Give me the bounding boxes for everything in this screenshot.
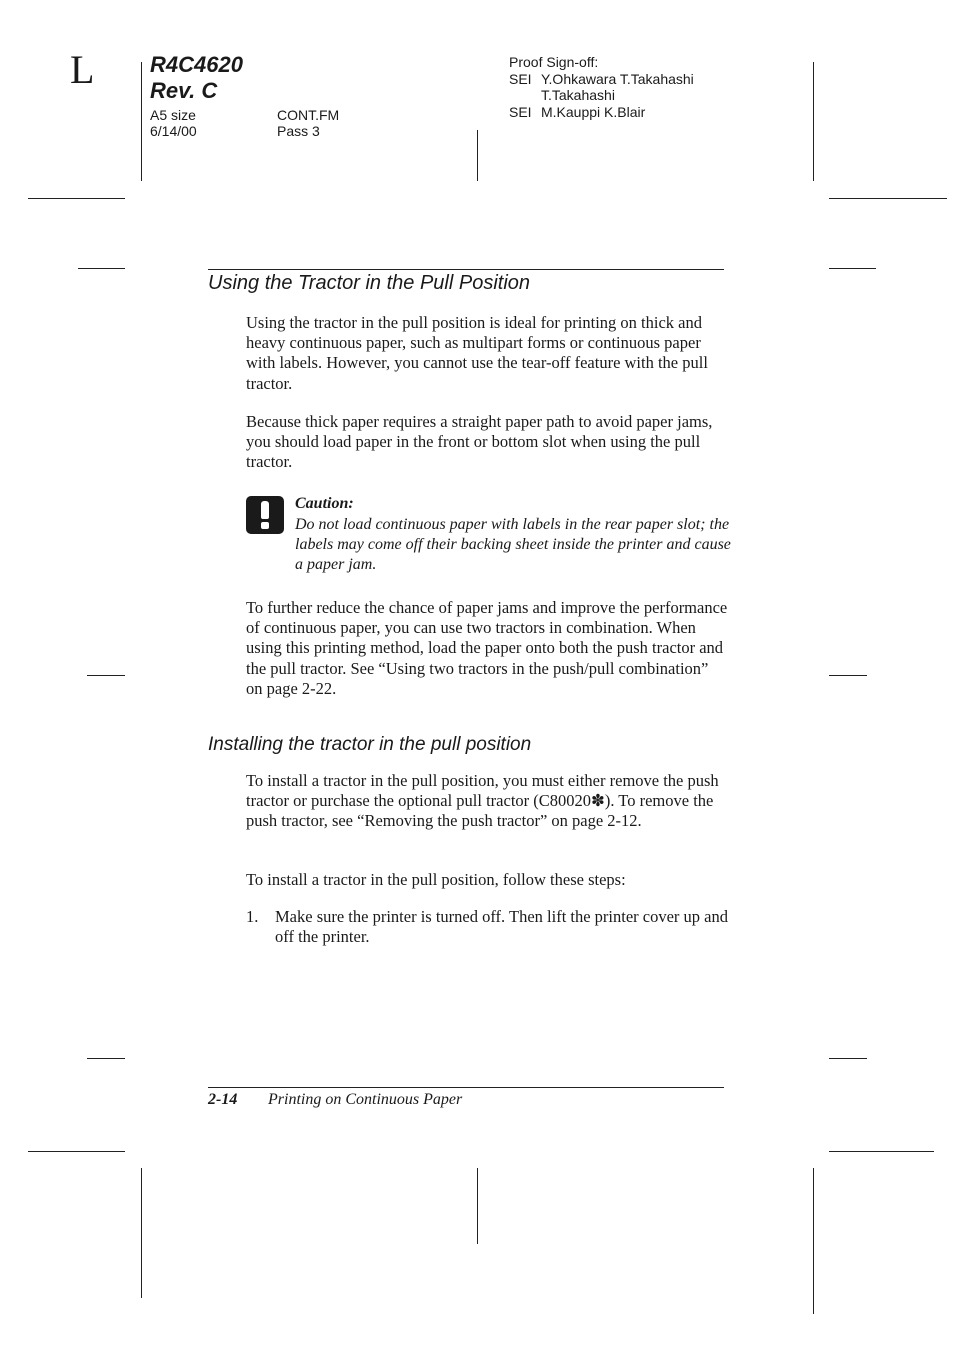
body-paragraph: To further reduce the chance of paper jams and improve the performance of continuous paper, you can use two tractors in combination. When using this printing method, load the paper onto both the push tractor and the pull tractor. See “Using two tractors in the push/pull combination” on page 2-22. bbox=[246, 598, 728, 698]
crop-mark bbox=[28, 198, 125, 199]
crop-mark bbox=[141, 62, 142, 181]
caution-text: Do not load continuous paper with labels in the rear paper slot; the labels may come off their backing sheet inside the printer and cause a paper jam. bbox=[295, 516, 731, 574]
pass-number: Pass 3 bbox=[277, 123, 320, 139]
caution-exclamation-icon bbox=[246, 496, 284, 534]
caution-heading: Caution: bbox=[295, 495, 354, 512]
proof-org: SEI bbox=[509, 71, 532, 87]
crop-mark bbox=[829, 268, 876, 269]
proof-signoff-label: Proof Sign-off: bbox=[509, 54, 599, 70]
crop-mark bbox=[141, 1168, 142, 1298]
file-name: CONT.FM bbox=[277, 107, 340, 123]
footer-rule bbox=[208, 1087, 724, 1088]
step-text: Make sure the printer is turned off. Then lift the printer cover up and off the printer. bbox=[275, 907, 729, 947]
crop-mark bbox=[477, 1168, 478, 1244]
crop-mark bbox=[813, 1168, 814, 1314]
proof-org: SEI bbox=[509, 104, 532, 120]
model-number: R4C4620 bbox=[150, 52, 243, 77]
crop-mark bbox=[829, 675, 867, 676]
corner-mark: L bbox=[70, 47, 95, 92]
page-number: 2-14 bbox=[208, 1091, 238, 1108]
body-paragraph: Using the tractor in the pull position is ideal for printing on thick and heavy continuous paper, such as multipart forms or continuous paper with labels. However, you cannot use the tear-off feature with the pull tractor. bbox=[246, 313, 708, 393]
chapter-title: Printing on Continuous Paper bbox=[268, 1091, 463, 1108]
proof-names: M.Kauppi K.Blair bbox=[541, 104, 646, 120]
section-title: Using the Tractor in the Pull Position bbox=[208, 272, 531, 294]
crop-mark bbox=[87, 1058, 125, 1059]
step-number: 1. bbox=[246, 907, 259, 926]
section-rule bbox=[208, 269, 724, 270]
crop-mark bbox=[829, 1058, 867, 1059]
revision-label: Rev. C bbox=[150, 78, 218, 103]
crop-mark bbox=[87, 675, 125, 676]
body-paragraph: Because thick paper requires a straight paper path to avoid paper jams, you should load paper in the front or bottom slot when using the pull tractor. bbox=[246, 412, 713, 472]
paper-size: A5 size bbox=[150, 107, 196, 123]
proof-date: 6/14/00 bbox=[150, 123, 197, 139]
crop-mark bbox=[829, 1151, 934, 1152]
subsection-title: Installing the tractor in the pull position bbox=[208, 734, 532, 755]
crop-mark bbox=[477, 130, 478, 181]
proof-names: T.Takahashi bbox=[541, 87, 615, 103]
crop-mark bbox=[78, 268, 125, 269]
crop-mark bbox=[813, 62, 814, 181]
crop-mark bbox=[28, 1151, 125, 1152]
body-paragraph: To install a tractor in the pull position, you must either remove the push tractor or purchase the optional pull tractor (C80020✽). To remove the push tractor, see “Removing the push tractor” on page 2-12. bbox=[246, 771, 719, 831]
body-paragraph: To install a tractor in the pull position, follow these steps: bbox=[246, 870, 626, 889]
crop-mark bbox=[829, 198, 947, 199]
proof-names: Y.Ohkawara T.Takahashi bbox=[541, 71, 694, 87]
